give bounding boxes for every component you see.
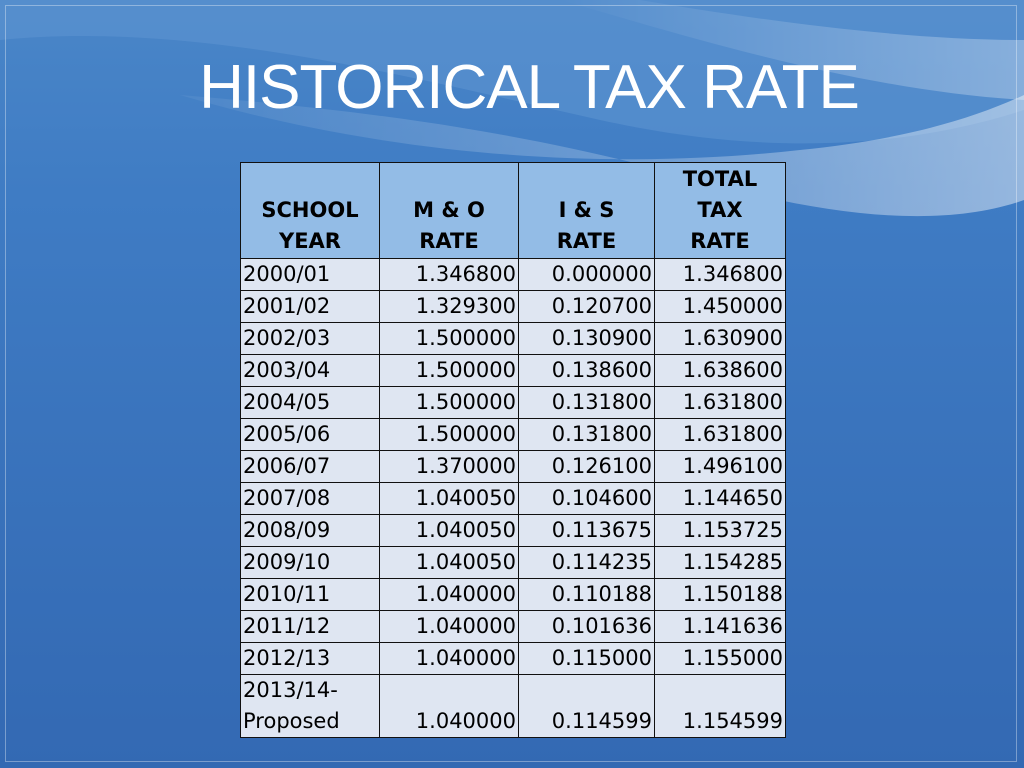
cell-school-year: 2010/11 (241, 579, 380, 611)
cell-school-year: 2003/04 (241, 355, 380, 387)
table-row (241, 387, 786, 419)
cell-school-year: 2002/03 (241, 323, 380, 355)
cell-mo-rate: 1.500000 (380, 419, 519, 451)
cell-mo-rate: 1.370000 (380, 451, 519, 483)
cell-is-rate: 0.104600 (519, 483, 655, 515)
cell-total-rate: 1.150188 (655, 579, 786, 611)
cell-is-rate: 0.114599 (519, 675, 655, 738)
cell-school-year: 2011/12 (241, 611, 380, 643)
cell-mo-rate: 1.040000 (380, 675, 519, 738)
cell-mo-rate: 1.040000 (380, 611, 519, 643)
cell-total-rate: 1.141636 (655, 611, 786, 643)
table-row (241, 547, 786, 579)
cell-is-rate: 0.126100 (519, 451, 655, 483)
cell-is-rate: 0.131800 (519, 419, 655, 451)
cell-mo-rate: 1.500000 (380, 323, 519, 355)
cell-school-year: 2000/01 (241, 259, 380, 291)
cell-school-year: 2004/05 (241, 387, 380, 419)
table-row (241, 355, 786, 387)
cell-mo-rate: 1.346800 (380, 259, 519, 291)
cell-mo-rate: 1.040050 (380, 547, 519, 579)
cell-total-rate: 1.631800 (655, 419, 786, 451)
cell-is-rate: 0.131800 (519, 387, 655, 419)
cell-total-rate: 1.631800 (655, 387, 786, 419)
cell-school-year: 2013/14- Proposed (241, 675, 380, 738)
cell-total-rate: 1.144650 (655, 483, 786, 515)
cell-is-rate: 0.000000 (519, 259, 655, 291)
tax-rate-table (240, 162, 786, 738)
cell-school-year: 2012/13 (241, 643, 380, 675)
cell-is-rate: 0.113675 (519, 515, 655, 547)
table-row (241, 611, 786, 643)
cell-mo-rate: 1.500000 (380, 355, 519, 387)
cell-mo-rate: 1.040050 (380, 483, 519, 515)
table-row (241, 643, 786, 675)
cell-school-year: 2006/07 (241, 451, 380, 483)
table-row (241, 451, 786, 483)
cell-school-year: 2009/10 (241, 547, 380, 579)
cell-mo-rate: 1.040000 (380, 643, 519, 675)
header-is-rate: I & S RATE (519, 163, 655, 259)
table-row (241, 323, 786, 355)
header-total-tax-rate: TOTAL TAX RATE (655, 163, 786, 259)
cell-total-rate: 1.496100 (655, 451, 786, 483)
cell-total-rate: 1.153725 (655, 515, 786, 547)
table-row (241, 579, 786, 611)
cell-is-rate: 0.120700 (519, 291, 655, 323)
cell-total-rate: 1.630900 (655, 323, 786, 355)
cell-total-rate: 1.450000 (655, 291, 786, 323)
cell-is-rate: 0.138600 (519, 355, 655, 387)
header-school-year: SCHOOL YEAR (241, 163, 380, 259)
cell-school-year: 2008/09 (241, 515, 380, 547)
cell-mo-rate: 1.500000 (380, 387, 519, 419)
cell-school-year: 2001/02 (241, 291, 380, 323)
cell-total-rate: 1.154599 (655, 675, 786, 738)
cell-total-rate: 1.155000 (655, 643, 786, 675)
cell-is-rate: 0.114235 (519, 547, 655, 579)
cell-school-year: 2005/06 (241, 419, 380, 451)
cell-mo-rate: 1.040000 (380, 579, 519, 611)
cell-is-rate: 0.101636 (519, 611, 655, 643)
table-row (241, 419, 786, 451)
table-row (241, 483, 786, 515)
cell-total-rate: 1.638600 (655, 355, 786, 387)
cell-mo-rate: 1.329300 (380, 291, 519, 323)
table-row-proposed (241, 675, 786, 738)
cell-is-rate: 0.115000 (519, 643, 655, 675)
header-mo-rate: M & O RATE (380, 163, 519, 259)
cell-is-rate: 0.110188 (519, 579, 655, 611)
cell-mo-rate: 1.040050 (380, 515, 519, 547)
table-header-row (241, 163, 786, 259)
table-row (241, 291, 786, 323)
cell-total-rate: 1.154285 (655, 547, 786, 579)
cell-total-rate: 1.346800 (655, 259, 786, 291)
table-row (241, 515, 786, 547)
slide-title: HISTORICAL TAX RATE (199, 53, 859, 122)
cell-is-rate: 0.130900 (519, 323, 655, 355)
cell-school-year: 2007/08 (241, 483, 380, 515)
table-row (241, 259, 786, 291)
